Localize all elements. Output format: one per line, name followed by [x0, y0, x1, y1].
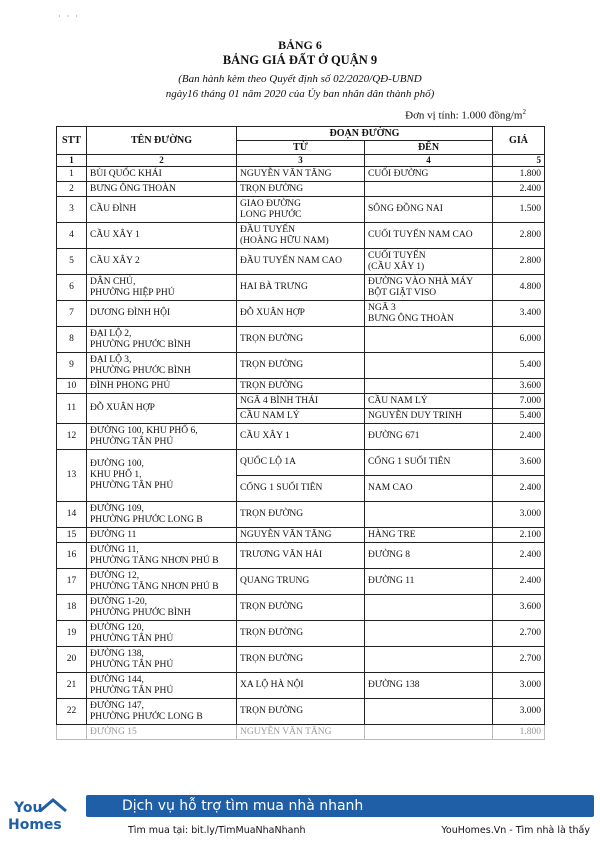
- cell-street-name: ĐƯỜNG 11, PHƯỜNG TĂNG NHƠN PHÚ B: [87, 543, 237, 569]
- cell-price: 7.000: [493, 394, 545, 409]
- cell-to: ĐƯỜNG 8: [365, 543, 493, 569]
- cell-street-name: ĐỖ XUÂN HỢP: [87, 394, 237, 424]
- cell-from: NGUYỄN VĂN TĂNG: [237, 725, 365, 740]
- cell-from: TRỌN ĐƯỜNG: [237, 502, 365, 528]
- table-body: [57, 167, 545, 740]
- cell-street-name: ĐÌNH PHONG PHÚ: [87, 379, 237, 394]
- cell-price: 2.800: [493, 249, 545, 275]
- cell-to: [365, 699, 493, 725]
- cell-stt: 20: [57, 647, 87, 673]
- cell-stt: 15: [57, 528, 87, 543]
- cell-stt: 1: [57, 167, 87, 182]
- cell-stt: 8: [57, 327, 87, 353]
- table-row: [57, 249, 545, 275]
- cell-from: TRỌN ĐƯỜNG: [237, 621, 365, 647]
- cell-stt: 6: [57, 275, 87, 301]
- cell-price: 6.000: [493, 327, 545, 353]
- table-number: BẢNG 6: [278, 38, 322, 52]
- cell-from: QUANG TRUNG: [237, 569, 365, 595]
- table-row: [57, 699, 545, 725]
- cell-from: NGÃ 4 BÌNH THÁI: [237, 394, 365, 409]
- cell-stt: 16: [57, 543, 87, 569]
- footer-banner: [0, 793, 600, 843]
- cell-from: HAI BÀ TRƯNG: [237, 275, 365, 301]
- table-row: [57, 673, 545, 699]
- cell-street-name: ĐƯỜNG 1-20, PHƯỜNG PHƯỚC BÌNH: [87, 595, 237, 621]
- cell-to: [365, 621, 493, 647]
- cell-street-name: ĐƯỜNG 147, PHƯỜNG PHƯỚC LONG B: [87, 699, 237, 725]
- table-row: [57, 223, 545, 249]
- table-row: [57, 353, 545, 379]
- cell-to: [365, 502, 493, 528]
- logo-text-top: You: [14, 800, 43, 816]
- cell-to: [365, 379, 493, 394]
- cell-stt: 12: [57, 424, 87, 450]
- cell-from: XA LỘ HÀ NỘI: [237, 673, 365, 699]
- cell-price: 3.000: [493, 502, 545, 528]
- cell-stt: 7: [57, 301, 87, 327]
- cell-from: TRỌN ĐƯỜNG: [237, 699, 365, 725]
- table-row: [57, 595, 545, 621]
- col-num-1: 1: [57, 155, 87, 167]
- table-row: [57, 379, 545, 394]
- col-num-2: 2: [87, 155, 237, 167]
- cell-price: 5.400: [493, 353, 545, 379]
- cell-street-name: ĐƯỜNG 109, PHƯỜNG PHƯỚC LONG B: [87, 502, 237, 528]
- cell-price: 3.400: [493, 301, 545, 327]
- unit-label: Đơn vị tính: 1.000 đồng/$m^2$: [405, 108, 526, 122]
- table-row: [57, 182, 545, 197]
- cell-from: TRỌN ĐƯỜNG: [237, 379, 365, 394]
- cell-price: 3.600: [493, 595, 545, 621]
- cell-price: 3.000: [493, 699, 545, 725]
- table-row: [57, 528, 545, 543]
- cell-from: ĐẦU TUYẾN NAM CAO: [237, 249, 365, 275]
- cell-from: CẦU NAM LÝ: [237, 409, 365, 424]
- table-row: [57, 725, 545, 740]
- cell-stt: 2: [57, 182, 87, 197]
- cell-to: HÀNG TRE: [365, 528, 493, 543]
- cell-stt: 18: [57, 595, 87, 621]
- cell-to: ĐƯỜNG 11: [365, 569, 493, 595]
- price-table: [56, 126, 545, 740]
- cell-from: TRỌN ĐƯỜNG: [237, 595, 365, 621]
- table-row: [57, 543, 545, 569]
- table-row: [57, 450, 545, 476]
- find-link[interactable]: Tìm mua tại: bit.ly/TimMuaNhaNhanh: [128, 825, 306, 836]
- col-stt: STT: [57, 127, 87, 155]
- cell-from: TRỌN ĐƯỜNG: [237, 353, 365, 379]
- cell-street-name: ĐƯỜNG 138, PHƯỜNG TÂN PHÚ: [87, 647, 237, 673]
- cell-price: 2.400: [493, 543, 545, 569]
- cell-street-name: CẦU XÂY 2: [87, 249, 237, 275]
- cell-to: CUỐI ĐƯỜNG: [365, 167, 493, 182]
- roof-icon: [38, 798, 68, 812]
- cell-from: CẦU XÂY 1: [237, 424, 365, 450]
- cell-from: CỔNG 1 SUỐI TIÊN: [237, 476, 365, 502]
- cell-street-name: DÂN CHỦ, PHƯỜNG HIỆP PHÚ: [87, 275, 237, 301]
- cell-to: CUỐI TUYẾN (CẦU XÂY 1): [365, 249, 493, 275]
- cell-street-name: ĐƯỜNG 15: [87, 725, 237, 740]
- cell-stt: 21: [57, 673, 87, 699]
- col-num-5: 5: [493, 155, 545, 167]
- cell-stt: 3: [57, 197, 87, 223]
- cell-street-name: ĐƯỜNG 120, PHƯỜNG TÂN PHÚ: [87, 621, 237, 647]
- cell-to: ĐƯỜNG VÀO NHÀ MÁY BỘT GIẶT VISO: [365, 275, 493, 301]
- cell-price: 2.700: [493, 647, 545, 673]
- cell-from: GIAO ĐƯỜNG LONG PHƯỚC: [237, 197, 365, 223]
- cell-street-name: CẦU ĐÌNH: [87, 197, 237, 223]
- cell-price: 1.800: [493, 167, 545, 182]
- cell-street-name: ĐƯỜNG 100, KHU PHỐ 6, PHƯỜNG TÂN PHÚ: [87, 424, 237, 450]
- table-row: [57, 394, 545, 409]
- cell-to: [365, 327, 493, 353]
- cell-stt: 4: [57, 223, 87, 249]
- table-row: [57, 647, 545, 673]
- youhomes-logo: [8, 800, 80, 838]
- banner-headline: Dịch vụ hỗ trợ tìm mua nhà nhanh: [86, 795, 594, 817]
- cell-from: NGUYỄN VĂN TĂNG: [237, 528, 365, 543]
- cell-price: 4.800: [493, 275, 545, 301]
- cell-from: TRỌN ĐƯỜNG: [237, 327, 365, 353]
- cell-price: 3.600: [493, 450, 545, 476]
- cell-stt: [57, 725, 87, 740]
- table-row: [57, 275, 545, 301]
- col-gia: GIÁ: [493, 127, 545, 155]
- cell-price: 1.800: [493, 725, 545, 740]
- cell-price: 2.400: [493, 424, 545, 450]
- cell-to: CỔNG 1 SUỐI TIÊN: [365, 450, 493, 476]
- table-row: [57, 167, 545, 182]
- cell-from: NGUYỄN VĂN TĂNG: [237, 167, 365, 182]
- table-row: [57, 502, 545, 528]
- cell-price: 2.400: [493, 476, 545, 502]
- cell-to: [365, 595, 493, 621]
- cell-stt: 5: [57, 249, 87, 275]
- col-den: ĐẾN: [365, 141, 493, 155]
- cell-to: NAM CAO: [365, 476, 493, 502]
- cell-to: CẦU NAM LÝ: [365, 394, 493, 409]
- cell-from: ĐẦU TUYẾN (HOÀNG HỮU NAM): [237, 223, 365, 249]
- cell-stt: 11: [57, 394, 87, 424]
- cell-price: 2.100: [493, 528, 545, 543]
- cell-to: ĐƯỜNG 138: [365, 673, 493, 699]
- cell-stt: 13: [57, 450, 87, 502]
- cell-street-name: DƯƠNG ĐÌNH HỘI: [87, 301, 237, 327]
- subtitle-line-1: (Ban hành kèm theo Quyết định số 02/2020/QĐ-UBND: [178, 73, 422, 85]
- cell-street-name: ĐƯỜNG 11: [87, 528, 237, 543]
- cell-street-name: BÙI QUỐC KHÁI: [87, 167, 237, 182]
- cell-street-name: ĐẠI LỘ 2, PHƯỜNG PHƯỚC BÌNH: [87, 327, 237, 353]
- cell-price: 2.400: [493, 182, 545, 197]
- cell-to: [365, 182, 493, 197]
- cell-stt: 14: [57, 502, 87, 528]
- cell-price: 2.700: [493, 621, 545, 647]
- cell-from: TRỌN ĐƯỜNG: [237, 647, 365, 673]
- col-num-3: 3: [237, 155, 365, 167]
- cell-to: NGÃ 3 BƯNG ÔNG THOÀN: [365, 301, 493, 327]
- cell-street-name: ĐƯỜNG 100, KHU PHỐ 1, PHƯỜNG TÂN PHÚ: [87, 450, 237, 502]
- table-row: [57, 197, 545, 223]
- table-row: [57, 621, 545, 647]
- cell-to: ĐƯỜNG 671: [365, 424, 493, 450]
- cell-price: 1.500: [493, 197, 545, 223]
- table-row: [57, 424, 545, 450]
- cell-stt: 19: [57, 621, 87, 647]
- cell-to: SÔNG ĐỒNG NAI: [365, 197, 493, 223]
- cell-to: NGUYỄN DUY TRINH: [365, 409, 493, 424]
- subtitle-line-2: ngày16 tháng 01 năm 2020 của Ủy ban nhân dân thành phố): [165, 88, 435, 100]
- cell-from: ĐỖ XUÂN HỢP: [237, 301, 365, 327]
- cell-stt: 22: [57, 699, 87, 725]
- cell-street-name: ĐƯỜNG 12, PHƯỜNG TĂNG NHƠN PHÚ B: [87, 569, 237, 595]
- cell-stt: 10: [57, 379, 87, 394]
- col-num-4: 4: [365, 155, 493, 167]
- cell-to: [365, 353, 493, 379]
- cell-stt: 17: [57, 569, 87, 595]
- cell-from: TRỌN ĐƯỜNG: [237, 182, 365, 197]
- cell-price: 2.400: [493, 569, 545, 595]
- cell-street-name: ĐƯỜNG 144, PHƯỜNG TÂN PHÚ: [87, 673, 237, 699]
- page-title: BẢNG GIÁ ĐẤT Ở QUẬN 9: [222, 53, 378, 67]
- cell-to: [365, 647, 493, 673]
- cell-price: 3.600: [493, 379, 545, 394]
- table-row: [57, 569, 545, 595]
- col-doan-duong: ĐOẠN ĐƯỜNG: [237, 127, 493, 141]
- col-tu: TỪ: [237, 141, 365, 155]
- cell-price: 2.800: [493, 223, 545, 249]
- scan-marks: · · ·: [58, 12, 80, 21]
- logo-text-bottom: Homes: [8, 817, 62, 833]
- cell-price: 3.000: [493, 673, 545, 699]
- col-ten-duong: TÊN ĐƯỜNG: [87, 127, 237, 155]
- site-tagline[interactable]: YouHomes.Vn - Tìm nhà là thấy: [441, 825, 590, 836]
- cell-to: [365, 725, 493, 740]
- cell-from: QUỐC LỘ 1A: [237, 450, 365, 476]
- cell-to: CUỐI TUYẾN NAM CAO: [365, 223, 493, 249]
- cell-street-name: ĐẠI LỘ 3, PHƯỜNG PHƯỚC BÌNH: [87, 353, 237, 379]
- cell-price: 5.400: [493, 409, 545, 424]
- cell-from: TRƯƠNG VĂN HẢI: [237, 543, 365, 569]
- table-row: [57, 327, 545, 353]
- cell-street-name: BƯNG ÔNG THOÀN: [87, 182, 237, 197]
- cell-stt: 9: [57, 353, 87, 379]
- cell-street-name: CẦU XÂY 1: [87, 223, 237, 249]
- table-row: [57, 301, 545, 327]
